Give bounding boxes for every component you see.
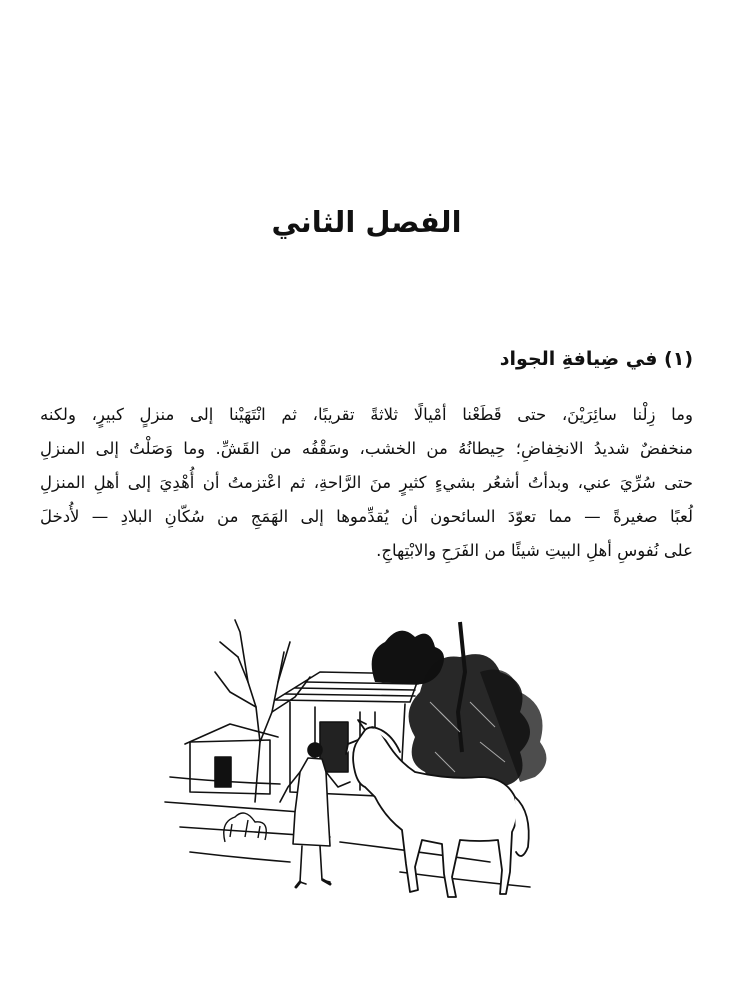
paragraph-line: وما زِلْنا سائِرَيْنَ، حتى قَطَعْنا أمْيالًا ثلاثةً تقريبًا، ثم انْتَهَيْنا إلى منزلٍ كبيرٍ، ولكنه (40, 405, 693, 424)
paragraph-line: لُعبًا صغيرةً — مما تعوّدَ السائحون أن يُقدِّموها إلى الهَمَجِ من سُكّانِ البلادِ — لأُدخلَ (40, 507, 693, 526)
paragraph-line: منخفضٌ شديدُ الانخِفاضِ؛ حِيطانُهُ من الخشب، وسَقْفُه من القَشِّ. وما وَصَلْتُ إلى المنزلِ (40, 439, 693, 458)
paragraph-line: على نُفوسِ أهلِ البيتِ شيئًا من الفَرَحِ والابْتِهاجِ. (376, 541, 693, 560)
horse-and-man-illustration (160, 612, 580, 912)
section-heading: (١) في ضِيافةِ الجواد (499, 348, 693, 370)
paragraph-line: حتى سُرِّيَ عني، وبدأتُ أشعُر بشيءٍ كثيرٍ منَ الرَّاحةِ، ثم اعْتزمتُ أن أُهْدِيَ إلى أهلِ المنزلِ (40, 473, 693, 492)
body-paragraph (40, 398, 693, 568)
chapter-title: الفصل الثاني (271, 205, 462, 239)
